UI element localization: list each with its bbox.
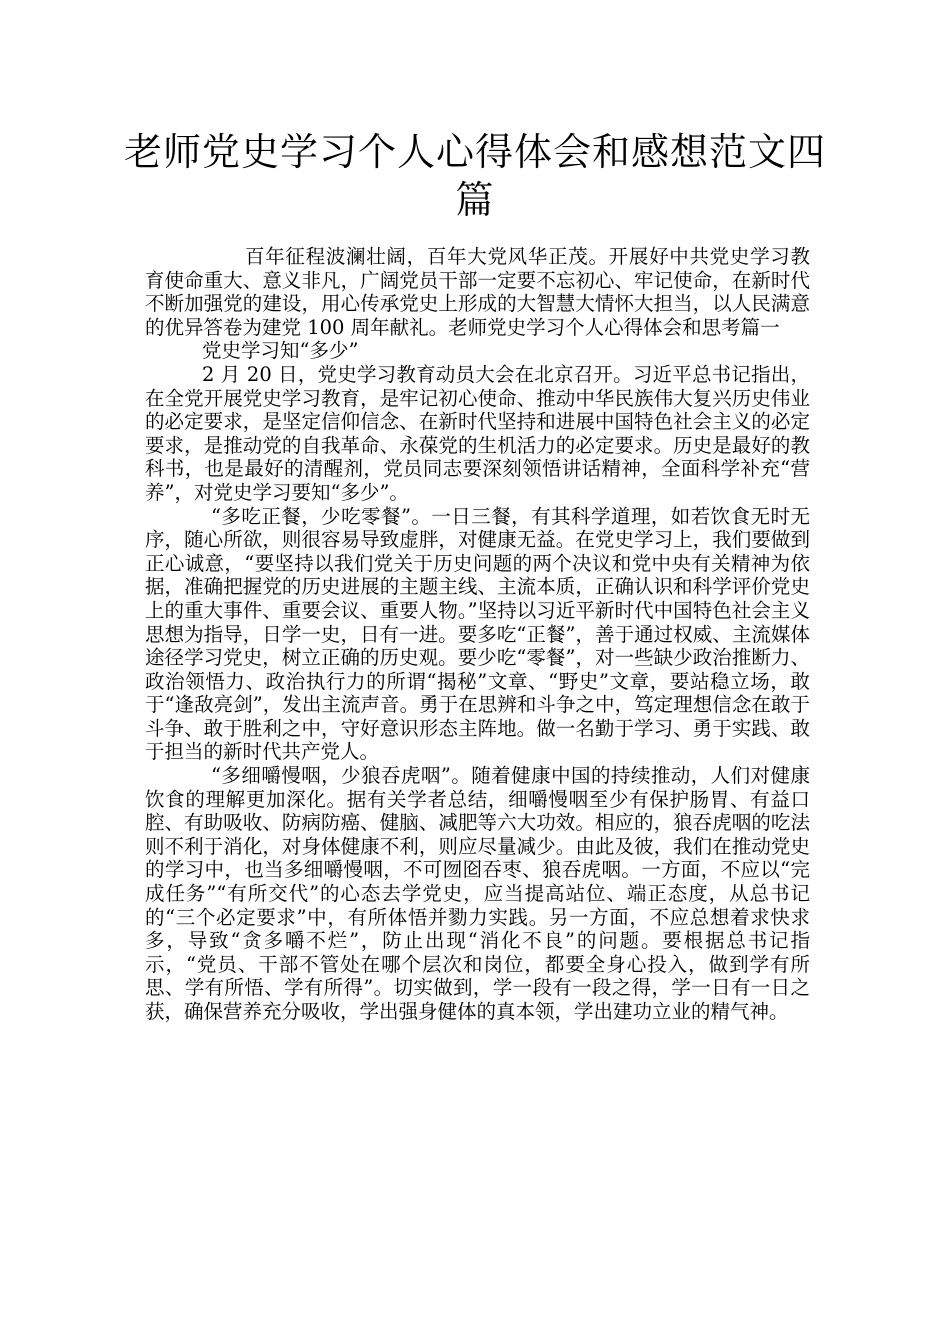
document-body (145, 245, 810, 1024)
paragraph-chewing: “多细嚼慢咽，少狼吞虎咽”。随着健康中国的持续推动，人们对健康饮食的理解更加深化。据有关学者总结，细嚼慢咽至少有保护肠胃、有益口腔、有助吸收、防病防癌、健脑、减肥等六大功效。相应的，狼吞虎咽的吃法则不利于消化，对身体健康不利，则应尽量减少。由此及彼，我们在推动党史的学习中，也当多细嚼慢咽，不可囫囵吞枣、狼吞虎咽。一方面，不应以“完成任务”“有所交代”的心态去学党史，应当提高站位、端正态度，从总书记的“三个必定要求”中，有所体悟并勠力实践。另一方面，不应总想着求快求多，导致“贪多嚼不烂”，防止出现“消化不良”的问题。要根据总书记指示，“党员、干部不管处在哪个层次和岗位，都要全身心投入，做到学有所思、学有所悟、学有所得”。切实做到，学一段有一段之得，学一日有一日之获，确保营养充分吸收，学出强身健体的真本领，学出建功立业的精气神。 (145, 764, 810, 1023)
paragraph-intro: 百年征程波澜壮阔，百年大党风华正茂。开展好中共党史学习教育使命重大、意义非凡，广阔党员干部一定要不忘初心、牢记使命，在新时代不断加强党的建设，用心传承党史上形成的大智慧大情怀大担当，以人民满意的优异答卷为建党 100 周年献礼。老师党史学习个人心得体会和思考篇一 (145, 245, 810, 339)
section-heading: 党史学习知“多少” (202, 339, 359, 363)
paragraph-meeting: 2 月 20 日，党史学习教育动员大会在北京召开。习近平总书记指出，在全党开展党史学习教育，是牢记初心使命、推动中华民族伟大复兴历史伟业的必定要求，是坚定信仰信念、在新时代坚持和进展中国特色社会主义的必定要求，是推动党的自我革命、永葆党的生机活力的必定要求。历史是最好的教科书，也是最好的清醒剂，党员同志要深刻领悟讲话精神，全面科学补充“营养”，对党史学习要知“多少”。 (145, 362, 810, 504)
paragraph-meals: “多吃正餐，少吃零餐”。一日三餐，有其科学道理，如若饮食无时无序，随心所欲，则很容易导致虚胖，对健康无益。在党史学习上，我们要做到正心诚意，“要坚持以我们党关于历史问题的两个决议和党中央有关精神为依据，准确把握党的历史进展的主题主线、主流本质，正确认识和科学评价党史上的重大事件、重要会议、重要人物。”坚持以习近平新时代中国特色社会主义思想为指导，日学一史，日有一进。要多吃“正餐”，善于通过权威、主流媒体途径学习党史，树立正确的历史观。要少吃“零餐”，对一些缺少政治推断力、政治领悟力、政治执行力的所谓“揭秘”文章、“野史”文章，要站稳立场，敢于“逢敌亮剑”，发出主流声音。勇于在思辨和斗争之中，笃定理想信念在敢于斗争、敢于胜利之中，守好意识形态主阵地。做一名勤于学习、勇于实践、敢于担当的新时代共产党人。 (145, 504, 810, 764)
document-title: 老师党史学习个人心得体会和感想范文四篇 (123, 130, 826, 222)
